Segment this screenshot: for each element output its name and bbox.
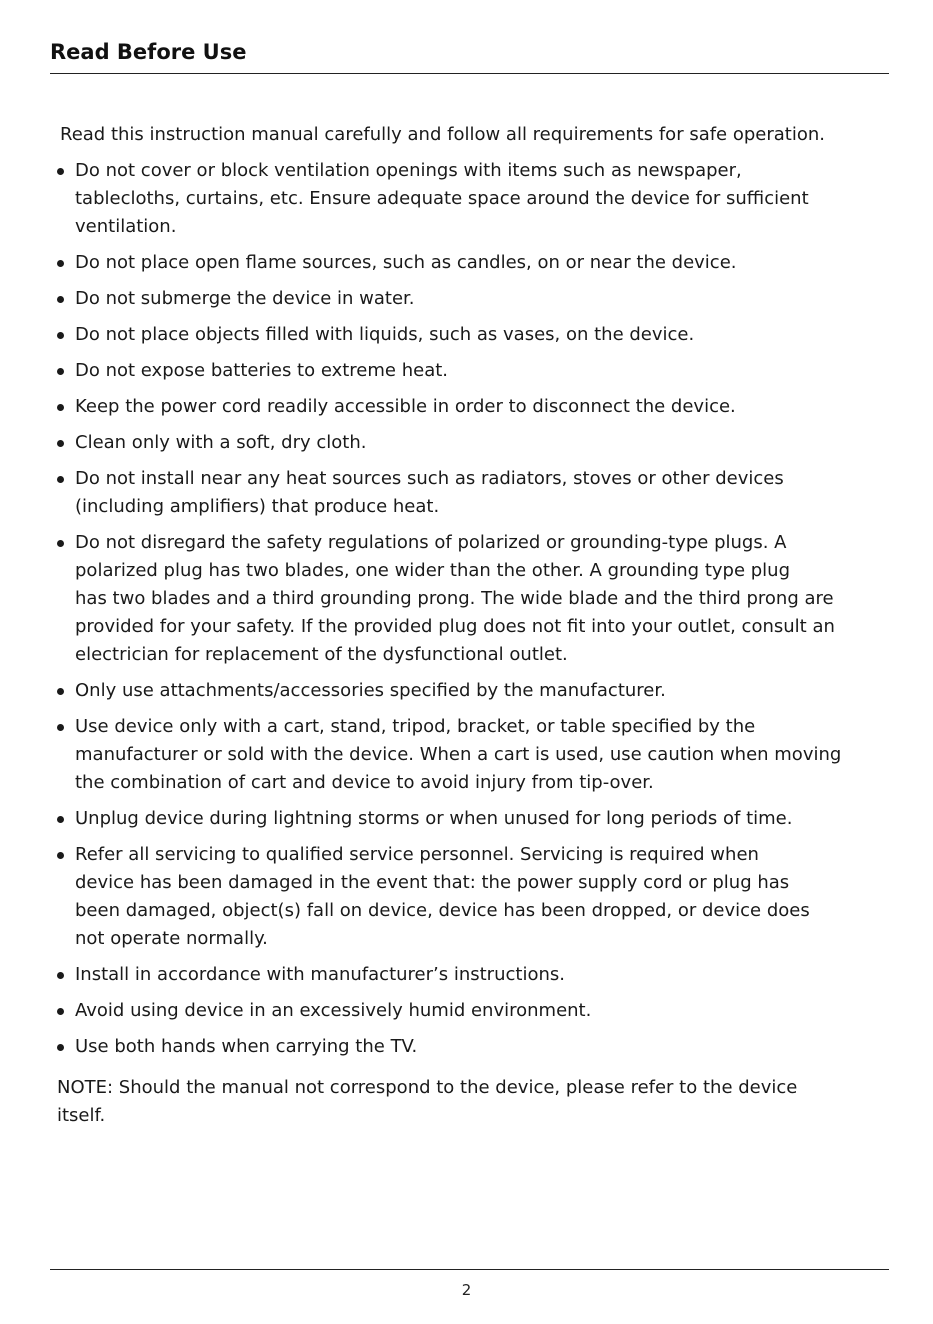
bullet-icon — [57, 332, 64, 339]
title-divider — [50, 73, 889, 74]
bullet-icon — [57, 972, 64, 979]
bullet-icon — [57, 540, 64, 547]
list-item-text: Refer all servicing to qualified service personnel. Servicing is required when device has been damaged in the event that: the power supply cord or plug has been damaged, object(s) fall on device, device has been dropped, or device does not operate normally. — [75, 844, 810, 949]
bullet-icon — [57, 1044, 64, 1051]
list-item-text: Do not install near any heat sources such as radiators, stoves or other devices (including amplifiers) that produce heat. — [75, 468, 784, 517]
list-item — [57, 285, 877, 313]
list-item — [57, 713, 877, 797]
bullet-icon — [57, 1008, 64, 1015]
list-item-text: Only use attachments/accessories specified by the manufacturer. — [75, 680, 666, 701]
list-item — [57, 429, 877, 457]
list-item-text: Do not submerge the device in water. — [75, 288, 415, 309]
list-item-text: Do not expose batteries to extreme heat. — [75, 360, 448, 381]
list-item — [57, 1033, 877, 1061]
list-item — [57, 677, 877, 705]
bullet-icon — [57, 404, 64, 411]
bullet-icon — [57, 440, 64, 447]
note-text: Should the manual not correspond to the device, please refer to the device itself. — [57, 1077, 798, 1126]
list-item-text: Do not place objects filled with liquids, such as vases, on the device. — [75, 324, 695, 345]
list-item — [57, 841, 877, 953]
note-paragraph — [57, 1074, 857, 1130]
bullet-icon — [57, 852, 64, 859]
list-item — [57, 321, 877, 349]
list-item — [57, 961, 877, 989]
bullet-icon — [57, 476, 64, 483]
list-item — [57, 997, 877, 1025]
page-title: Read Before Use — [50, 40, 247, 64]
bullet-icon — [57, 260, 64, 267]
footer-divider — [50, 1269, 889, 1270]
list-item — [57, 805, 877, 833]
bullet-icon — [57, 816, 64, 823]
list-item-text: Do not disregard the safety regulations of polarized or grounding-type plugs. A polarized plug has two blades, one wider than the other. A grounding type plug has two blades and a third grounding prong. The wide blade and the third prong are provided for your safety. If the provided plug does not fit into your outlet, consult an electrician for replacement of the dysfunctional outlet. — [75, 532, 835, 665]
safety-instructions-list — [57, 157, 877, 1069]
list-item — [57, 357, 877, 385]
bullet-icon — [57, 368, 64, 375]
list-item — [57, 465, 877, 521]
list-item-text: Use device only with a cart, stand, tripod, bracket, or table specified by the manufacturer or sold with the device. When a cart is used, use caution when moving the combination of cart and device to avoid injury from tip-over. — [75, 716, 842, 793]
list-item-text: Avoid using device in an excessively humid environment. — [75, 1000, 592, 1021]
list-item — [57, 249, 877, 277]
list-item-text: Do not cover or block ventilation openings with items such as newspaper, tablecloths, curtains, etc. Ensure adequate space around the device for sufficient ventilation. — [75, 160, 809, 237]
note-label: NOTE: — [57, 1077, 114, 1098]
list-item-text: Unplug device during lightning storms or when unused for long periods of time. — [75, 808, 793, 829]
bullet-icon — [57, 688, 64, 695]
list-item — [57, 393, 877, 421]
list-item — [57, 529, 877, 669]
bullet-icon — [57, 168, 64, 175]
intro-paragraph: Read this instruction manual carefully and follow all requirements for safe operation. — [60, 124, 825, 145]
list-item-text: Do not place open flame sources, such as candles, on or near the device. — [75, 252, 737, 273]
list-item-text: Install in accordance with manufacturer’s instructions. — [75, 964, 565, 985]
bullet-icon — [57, 724, 64, 731]
list-item — [57, 157, 877, 241]
page-number: 2 — [461, 1281, 472, 1299]
list-item-text: Keep the power cord readily accessible in order to disconnect the device. — [75, 396, 736, 417]
list-item-text: Clean only with a soft, dry cloth. — [75, 432, 367, 453]
list-item-text: Use both hands when carrying the TV. — [75, 1036, 418, 1057]
bullet-icon — [57, 296, 64, 303]
